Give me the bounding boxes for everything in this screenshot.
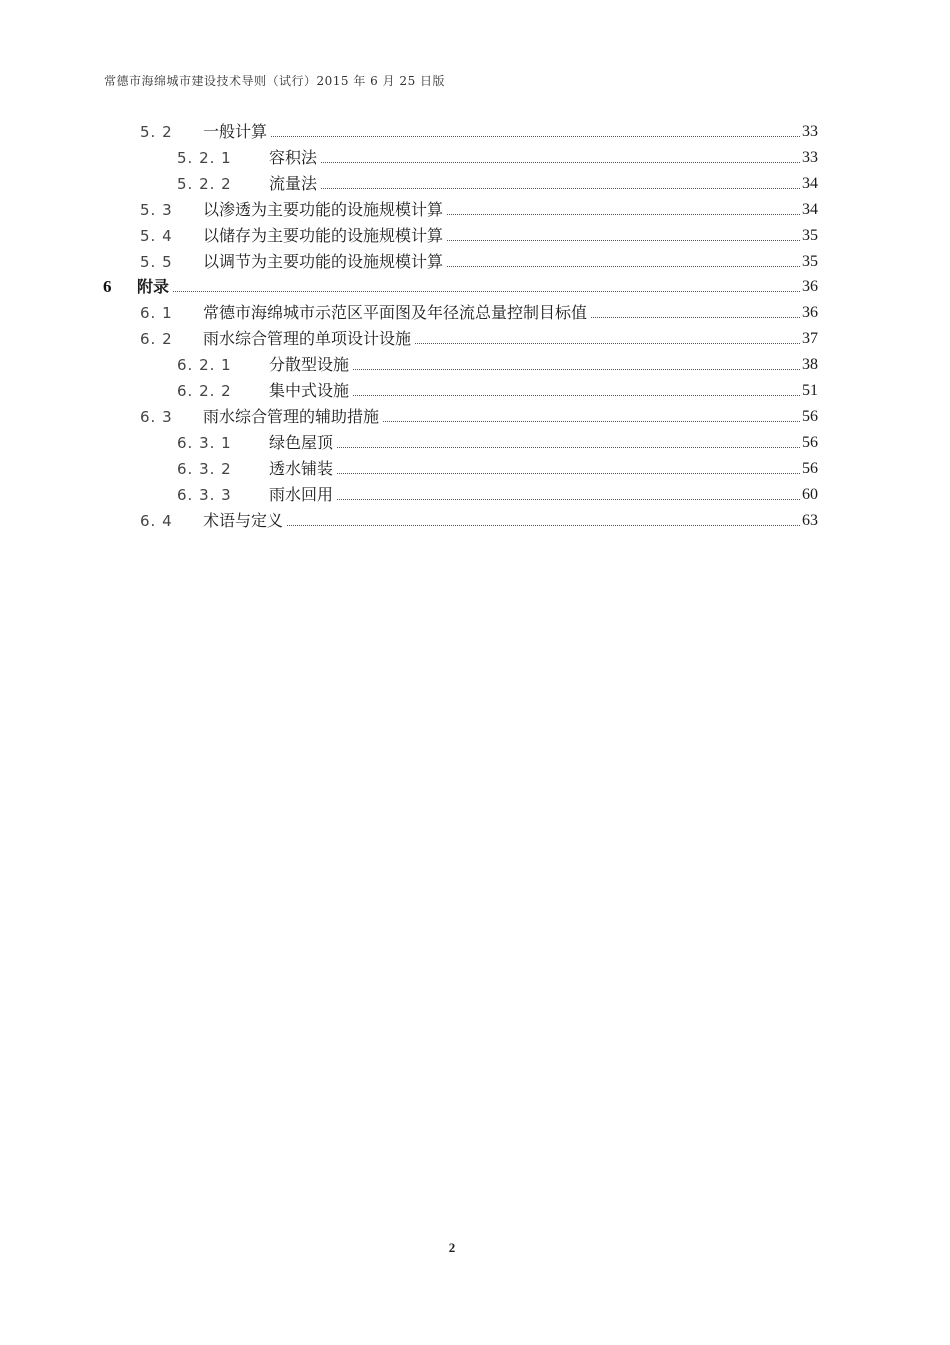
toc-entry-title: 雨水综合管理的单项设计设施 (203, 329, 412, 349)
toc-entry[interactable] (0, 250, 950, 274)
page-header: 常德市海绵城市建设技术导则（试行）2015 年 6 月 25 日版 (104, 74, 446, 88)
toc-entry-title: 以储存为主要功能的设施规模计算 (203, 225, 444, 245)
toc-entry-number: 6. 3. 2 (177, 459, 232, 478)
toc-entry-page: 63 (802, 511, 818, 529)
toc-dot-leader (591, 302, 800, 318)
toc-entry-number: 5. 3 (140, 200, 173, 219)
toc-entry-number: 5. 4 (140, 226, 173, 245)
toc-entry-title: 雨水回用 (269, 484, 334, 504)
toc-entry-page: 34 (802, 174, 818, 192)
toc-entry[interactable] (0, 275, 950, 299)
toc-dot-leader (337, 458, 800, 474)
toc-entry-page: 60 (802, 485, 818, 503)
toc-entry-number: 6. 3 (140, 407, 173, 426)
toc-entry-title: 分散型设施 (269, 355, 350, 375)
toc-entry-page: 56 (802, 433, 818, 451)
toc-entry-title: 以渗透为主要功能的设施规模计算 (203, 199, 444, 219)
toc-dot-leader (287, 510, 800, 526)
toc-entry-title: 雨水综合管理的辅助措施 (203, 406, 380, 426)
toc-dot-leader (321, 173, 800, 189)
toc-entry[interactable] (0, 431, 950, 455)
toc-entry-title: 流量法 (269, 173, 318, 193)
toc-entry-number: 6. 3. 1 (177, 433, 232, 452)
toc-entry-number: 6. 1 (140, 304, 173, 323)
toc-entry-title: 常德市海绵城市示范区平面图及年径流总量控制目标值 (203, 303, 588, 323)
toc-entry[interactable] (0, 457, 950, 481)
toc-entry-page: 38 (802, 356, 818, 374)
toc-entry-page: 51 (802, 382, 818, 399)
toc-entry-page: 37 (802, 330, 818, 348)
toc-entry-number: 5. 2. 2 (177, 174, 232, 193)
toc-dot-leader (447, 225, 800, 241)
toc-entry[interactable] (0, 146, 950, 170)
toc-entry-number: 6. 2 (140, 330, 173, 349)
toc-entry-page: 33 (802, 123, 818, 140)
toc-entry-number: 5. 2. 1 (177, 148, 232, 167)
toc-dot-leader (415, 328, 800, 344)
toc-entry-number: 6. 2. 2 (177, 382, 232, 400)
toc-entry-page: 56 (802, 407, 818, 425)
toc-entry-page: 56 (802, 459, 818, 477)
toc-entry-title: 容积法 (269, 147, 318, 167)
toc-entry-number: 5. 2 (140, 123, 173, 141)
toc-entry[interactable] (0, 224, 950, 248)
toc-entry-number: 5. 5 (140, 252, 173, 271)
toc-entry[interactable] (0, 509, 950, 533)
toc-entry-number: 6. 3. 3 (177, 485, 232, 504)
toc-entry-number: 6 (103, 277, 113, 297)
toc-entry[interactable] (0, 483, 950, 507)
toc-dot-leader (353, 354, 800, 370)
toc-entry-page: 33 (802, 148, 818, 166)
toc-dot-leader (337, 484, 800, 500)
toc-entry-title: 绿色屋顶 (269, 432, 334, 452)
toc-entry-title: 集中式设施 (269, 381, 350, 400)
toc-entry-number: 6. 4 (140, 511, 173, 530)
toc-entry[interactable] (0, 379, 950, 403)
toc-entry[interactable] (0, 172, 950, 196)
toc-dot-leader (337, 432, 800, 448)
toc-entry[interactable] (0, 327, 950, 351)
toc-dot-leader (353, 380, 800, 396)
toc-entry-title: 附录 (137, 277, 170, 297)
toc-dot-leader (447, 251, 800, 267)
toc-dot-leader (383, 406, 800, 422)
page-number: 2 (448, 1240, 456, 1255)
toc-dot-leader (271, 121, 800, 137)
toc-entry[interactable] (0, 120, 950, 144)
toc-entry-page: 35 (802, 252, 818, 270)
toc-entry[interactable] (0, 301, 950, 325)
toc-dot-leader (173, 276, 800, 292)
toc-entry[interactable] (0, 353, 950, 377)
toc-dot-leader (447, 199, 800, 215)
toc-entry[interactable] (0, 198, 950, 222)
toc-entry-page: 36 (802, 278, 818, 296)
toc-entry-number: 6. 2. 1 (177, 356, 232, 375)
toc-entry-page: 36 (802, 304, 818, 322)
toc-entry-title: 以调节为主要功能的设施规模计算 (203, 251, 444, 271)
toc-entry-page: 35 (802, 226, 818, 244)
toc-entry-title: 透水铺装 (269, 458, 334, 478)
toc-dot-leader (321, 147, 800, 163)
toc-entry-title: 术语与定义 (203, 510, 284, 530)
toc-entry-title: 一般计算 (203, 122, 268, 141)
toc-entry-page: 34 (802, 200, 818, 218)
toc-entry[interactable] (0, 405, 950, 429)
